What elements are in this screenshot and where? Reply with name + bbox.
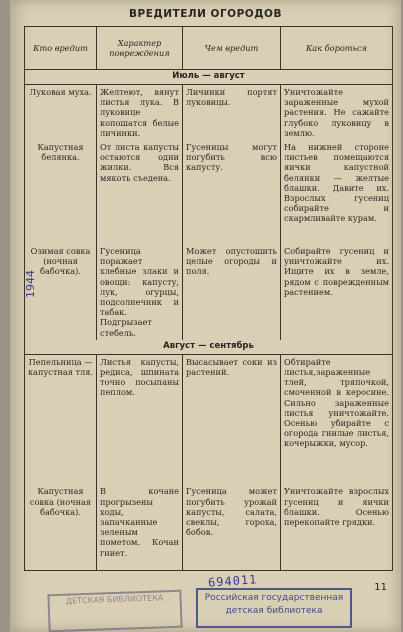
header-pest: Кто вредит bbox=[25, 27, 97, 70]
pest-table bbox=[24, 26, 393, 571]
damage-text: В кочане прогрызены ходы, запачканные зеленым пометом. Кочан гниет. bbox=[97, 484, 183, 570]
section-row bbox=[25, 70, 393, 85]
table-row bbox=[25, 244, 393, 340]
table-row bbox=[25, 484, 393, 570]
harm-text: Может опустошить целые огороды и поля. bbox=[183, 244, 281, 340]
damage-text: Листья капусты, редиса, шпината точно посыпаны пеплом. bbox=[97, 354, 183, 484]
header-damage: Характер повреждения bbox=[97, 27, 183, 70]
library-stamp-faded bbox=[47, 590, 182, 632]
page-number: 11 bbox=[374, 582, 387, 593]
section-row bbox=[25, 340, 393, 355]
book-page bbox=[10, 0, 401, 632]
stamp-line: Российская государственная bbox=[204, 593, 344, 603]
stamp-line: ДЕТСКАЯ БИБЛИОТЕКА bbox=[65, 593, 164, 606]
table-row bbox=[25, 85, 393, 141]
inventory-number: 694011 bbox=[207, 572, 258, 590]
pest-name: Капустная совка (ночная бабочка). bbox=[25, 484, 97, 570]
section-label: Август — сентябрь bbox=[25, 340, 393, 355]
section-label: Июль — август bbox=[25, 70, 393, 85]
control-text: На нижней стороне листьев помещаются яички капустной белянки — желтые блашки. Давите их. Взрослых гусениц собирайте и скармливайте курам. bbox=[281, 140, 393, 244]
harm-text: Гусеницы могут погубить всю капусту. bbox=[183, 140, 281, 244]
table-row bbox=[25, 140, 393, 244]
control-text: Обтирайте листья,зараженные тлей, тряпочкой, смоченной в керосине. Сильно зараженные листья уничтожайте. Осенью убирайте с огорода гнилые листья, кочерыжки, мусор. bbox=[281, 354, 393, 484]
harm-text: Личинки портят луковицы. bbox=[183, 85, 281, 141]
pest-name: Озимая совка (ночная бабочка). bbox=[25, 244, 97, 340]
control-text: Уничтожайте взрослых гусениц и яички блашки. Осенью перекопайте грядки. bbox=[281, 484, 393, 570]
stamp-line: детская библиотека bbox=[225, 606, 323, 616]
harm-text: Гусеница может погубить урожай капусты, салата, свеклы, гороха, бобов. bbox=[183, 484, 281, 570]
damage-text: От листа капусты остаются одни жилки. Вся мякоть съедена. bbox=[97, 140, 183, 244]
control-text: Уничтожайте зараженные мухой растения. Не сажайте глубоко луковицу в землю. bbox=[281, 85, 393, 141]
pest-name: Луковая муха. bbox=[25, 85, 97, 141]
library-stamp bbox=[196, 588, 352, 628]
pest-name: Капустная белянка. bbox=[25, 140, 97, 244]
pest-name: Пепельница — капустная тля. bbox=[25, 354, 97, 484]
harm-text: Высасывает соки из растений. bbox=[183, 354, 281, 484]
damage-text: Желтеют, вянут листья лука. В луковице копошатся белые личинки. bbox=[97, 85, 183, 141]
damage-text: Гусеница поражает хлебные злаки и овощи: капусту, лук, огурцы, подсолнечник и табак. Подгрызает стебель. bbox=[97, 244, 183, 340]
table-row bbox=[25, 354, 393, 484]
margin-handwritten-note: 1944 bbox=[24, 270, 37, 298]
control-text: Собирайте гусениц и уничтожайте их. Ищите их в земле, рядом с поврежденным растением. bbox=[281, 244, 393, 340]
table-header-row bbox=[25, 27, 393, 70]
page-title: ВРЕДИТЕЛИ ОГОРОДОВ bbox=[129, 8, 282, 20]
header-harm: Чем вредит bbox=[183, 27, 281, 70]
header-control: Как бороться bbox=[281, 27, 393, 70]
